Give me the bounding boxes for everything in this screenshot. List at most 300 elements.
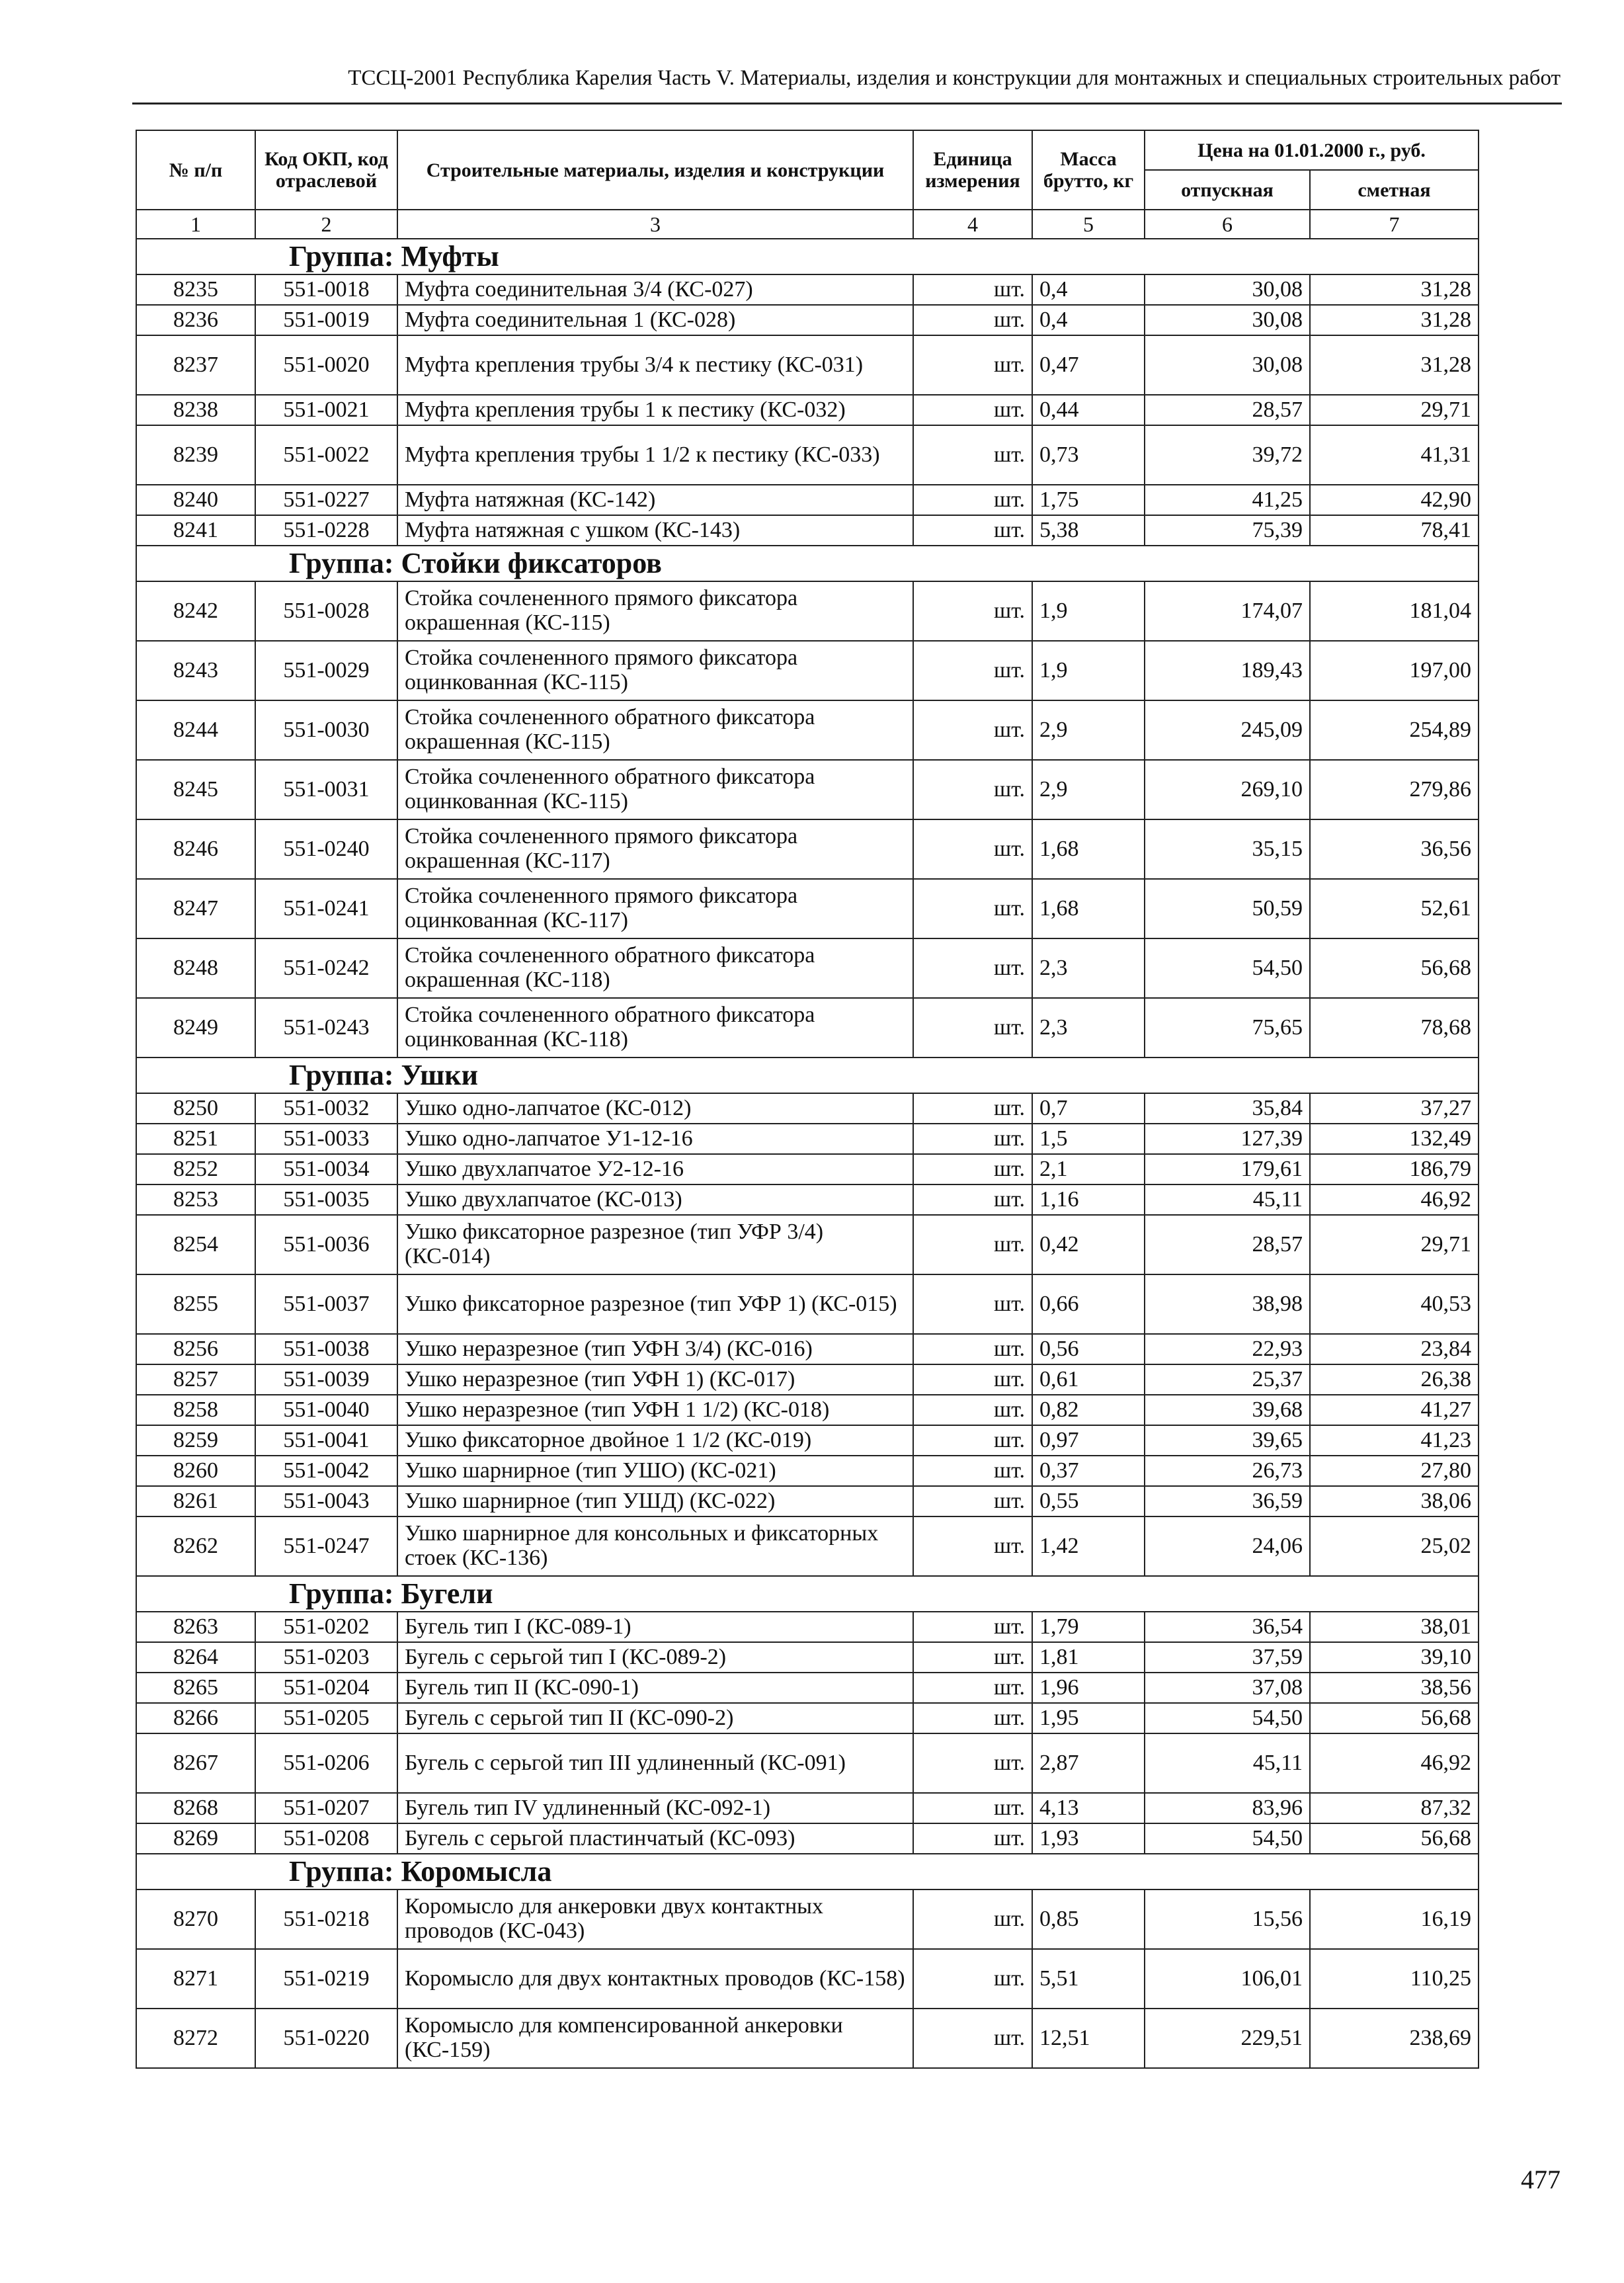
row-unit: шт. bbox=[913, 335, 1032, 395]
row-price-estimate: 42,90 bbox=[1310, 485, 1479, 515]
table-row bbox=[136, 1703, 1479, 1733]
row-code: 551-0208 bbox=[255, 1823, 397, 1854]
group-row bbox=[136, 239, 1479, 274]
row-price-estimate: 38,56 bbox=[1310, 1673, 1479, 1703]
row-code: 551-0219 bbox=[255, 1949, 397, 2009]
row-price-release: 83,96 bbox=[1145, 1793, 1310, 1823]
row-unit: шт. bbox=[913, 819, 1032, 879]
row-unit: шт. bbox=[913, 274, 1032, 305]
row-price-estimate: 29,71 bbox=[1310, 395, 1479, 425]
row-unit: шт. bbox=[913, 515, 1032, 546]
row-price-release: 106,01 bbox=[1145, 1949, 1310, 2009]
table-row bbox=[136, 998, 1479, 1058]
row-name: Бугель с серьгой тип II (КС-090-2) bbox=[397, 1703, 913, 1733]
row-code: 551-0204 bbox=[255, 1673, 397, 1703]
group-title: Группа: Бугели bbox=[136, 1576, 1479, 1612]
row-code: 551-0032 bbox=[255, 1093, 397, 1124]
row-mass: 2,87 bbox=[1032, 1733, 1145, 1793]
row-unit: шт. bbox=[913, 1154, 1032, 1184]
row-code: 551-0042 bbox=[255, 1456, 397, 1486]
table-row bbox=[136, 335, 1479, 395]
row-code: 551-0228 bbox=[255, 515, 397, 546]
group-title: Группа: Коромысла bbox=[136, 1854, 1479, 1889]
row-unit: шт. bbox=[913, 1184, 1032, 1215]
row-number: 8261 bbox=[136, 1486, 255, 1516]
row-number: 8271 bbox=[136, 1949, 255, 2009]
row-code: 551-0243 bbox=[255, 998, 397, 1058]
row-name: Бугель с серьгой тип I (КС-089-2) bbox=[397, 1642, 913, 1673]
row-number: 8240 bbox=[136, 485, 255, 515]
row-unit: шт. bbox=[913, 1889, 1032, 1949]
row-price-release: 15,56 bbox=[1145, 1889, 1310, 1949]
row-price-estimate: 40,53 bbox=[1310, 1274, 1479, 1334]
row-unit: шт. bbox=[913, 700, 1032, 760]
row-code: 551-0040 bbox=[255, 1395, 397, 1425]
row-unit: шт. bbox=[913, 760, 1032, 819]
table-row bbox=[136, 938, 1479, 998]
row-code: 551-0218 bbox=[255, 1889, 397, 1949]
row-number: 8260 bbox=[136, 1456, 255, 1486]
row-number: 8239 bbox=[136, 425, 255, 485]
row-number: 8258 bbox=[136, 1395, 255, 1425]
row-price-release: 36,59 bbox=[1145, 1486, 1310, 1516]
row-mass: 0,47 bbox=[1032, 335, 1145, 395]
row-price-estimate: 38,01 bbox=[1310, 1612, 1479, 1642]
row-number: 8270 bbox=[136, 1889, 255, 1949]
row-price-estimate: 132,49 bbox=[1310, 1124, 1479, 1154]
row-mass: 0,73 bbox=[1032, 425, 1145, 485]
row-price-estimate: 197,00 bbox=[1310, 641, 1479, 700]
table-row bbox=[136, 1215, 1479, 1274]
row-name: Ушко двухлапчатое (КС-013) bbox=[397, 1184, 913, 1215]
row-code: 551-0020 bbox=[255, 335, 397, 395]
header-rule bbox=[132, 103, 1562, 104]
row-name: Стойка сочлененного обратного фиксатора окрашенная (КС-118) bbox=[397, 938, 913, 998]
row-name: Стойка сочлененного прямого фиксатора окрашенная (КС-115) bbox=[397, 581, 913, 641]
row-number: 8265 bbox=[136, 1673, 255, 1703]
row-mass: 5,51 bbox=[1032, 1949, 1145, 2009]
row-price-release: 30,08 bbox=[1145, 335, 1310, 395]
row-number: 8241 bbox=[136, 515, 255, 546]
column-number: 1 bbox=[136, 210, 255, 239]
table-header-row bbox=[136, 130, 1479, 170]
row-number: 8238 bbox=[136, 395, 255, 425]
header-unit: Единица измерения bbox=[913, 130, 1032, 210]
row-price-release: 28,57 bbox=[1145, 395, 1310, 425]
row-name: Ушко шарнирное (тип УШД) (КС-022) bbox=[397, 1486, 913, 1516]
row-mass: 2,9 bbox=[1032, 760, 1145, 819]
row-name: Ушко одно-лапчатое (КС-012) bbox=[397, 1093, 913, 1124]
row-number: 8259 bbox=[136, 1425, 255, 1456]
row-number: 8262 bbox=[136, 1516, 255, 1576]
header-code: Код ОКП, код отраслевой bbox=[255, 130, 397, 210]
row-price-estimate: 181,04 bbox=[1310, 581, 1479, 641]
row-price-estimate: 29,71 bbox=[1310, 1215, 1479, 1274]
row-price-estimate: 46,92 bbox=[1310, 1733, 1479, 1793]
table-row bbox=[136, 819, 1479, 879]
row-code: 551-0021 bbox=[255, 395, 397, 425]
column-number: 7 bbox=[1310, 210, 1479, 239]
row-name: Стойка сочлененного прямого фиксатора окрашенная (КС-117) bbox=[397, 819, 913, 879]
table-row bbox=[136, 700, 1479, 760]
row-unit: шт. bbox=[913, 2009, 1032, 2068]
table-row bbox=[136, 1673, 1479, 1703]
row-code: 551-0220 bbox=[255, 2009, 397, 2068]
row-name: Бугель тип IV удлиненный (КС-092-1) bbox=[397, 1793, 913, 1823]
table-row bbox=[136, 1093, 1479, 1124]
row-name: Бугель с серьгой тип III удлиненный (КС-091) bbox=[397, 1733, 913, 1793]
table-row bbox=[136, 395, 1479, 425]
row-mass: 2,9 bbox=[1032, 700, 1145, 760]
price-table bbox=[136, 130, 1479, 2069]
row-price-release: 75,39 bbox=[1145, 515, 1310, 546]
row-price-estimate: 38,06 bbox=[1310, 1486, 1479, 1516]
row-mass: 2,1 bbox=[1032, 1154, 1145, 1184]
table-row bbox=[136, 1889, 1479, 1949]
row-unit: шт. bbox=[913, 1949, 1032, 2009]
group-row bbox=[136, 1576, 1479, 1612]
row-unit: шт. bbox=[913, 1516, 1032, 1576]
row-mass: 0,4 bbox=[1032, 305, 1145, 335]
row-code: 551-0242 bbox=[255, 938, 397, 998]
row-code: 551-0018 bbox=[255, 274, 397, 305]
row-unit: шт. bbox=[913, 1124, 1032, 1154]
row-price-release: 35,15 bbox=[1145, 819, 1310, 879]
row-price-release: 75,65 bbox=[1145, 998, 1310, 1058]
column-number: 2 bbox=[255, 210, 397, 239]
row-price-release: 30,08 bbox=[1145, 305, 1310, 335]
column-number-row bbox=[136, 210, 1479, 239]
row-price-estimate: 52,61 bbox=[1310, 879, 1479, 938]
column-number: 6 bbox=[1145, 210, 1310, 239]
row-name: Муфта натяжная с ушком (КС-143) bbox=[397, 515, 913, 546]
row-unit: шт. bbox=[913, 1215, 1032, 1274]
row-mass: 1,68 bbox=[1032, 819, 1145, 879]
row-mass: 0,44 bbox=[1032, 395, 1145, 425]
row-number: 8246 bbox=[136, 819, 255, 879]
row-mass: 1,42 bbox=[1032, 1516, 1145, 1576]
row-number: 8251 bbox=[136, 1124, 255, 1154]
table-row bbox=[136, 1456, 1479, 1486]
row-name: Ушко шарнирное (тип УШО) (КС-021) bbox=[397, 1456, 913, 1486]
table-row bbox=[136, 485, 1479, 515]
row-price-estimate: 110,25 bbox=[1310, 1949, 1479, 2009]
row-price-estimate: 87,32 bbox=[1310, 1793, 1479, 1823]
table-row bbox=[136, 760, 1479, 819]
row-code: 551-0043 bbox=[255, 1486, 397, 1516]
row-unit: шт. bbox=[913, 305, 1032, 335]
row-number: 8248 bbox=[136, 938, 255, 998]
row-code: 551-0019 bbox=[255, 305, 397, 335]
row-price-release: 38,98 bbox=[1145, 1274, 1310, 1334]
row-price-estimate: 41,23 bbox=[1310, 1425, 1479, 1456]
row-mass: 0,61 bbox=[1032, 1364, 1145, 1395]
row-name: Муфта крепления трубы 1 к пестику (КС-032) bbox=[397, 395, 913, 425]
row-number: 8237 bbox=[136, 335, 255, 395]
row-mass: 5,38 bbox=[1032, 515, 1145, 546]
row-name: Ушко фиксаторное разрезное (тип УФР 3/4) (КС-014) bbox=[397, 1215, 913, 1274]
row-number: 8268 bbox=[136, 1793, 255, 1823]
row-mass: 1,16 bbox=[1032, 1184, 1145, 1215]
row-unit: шт. bbox=[913, 1395, 1032, 1425]
row-mass: 2,3 bbox=[1032, 938, 1145, 998]
row-code: 551-0247 bbox=[255, 1516, 397, 1576]
row-mass: 1,96 bbox=[1032, 1673, 1145, 1703]
table-row bbox=[136, 1486, 1479, 1516]
row-price-estimate: 41,31 bbox=[1310, 425, 1479, 485]
row-unit: шт. bbox=[913, 485, 1032, 515]
row-mass: 1,81 bbox=[1032, 1642, 1145, 1673]
row-price-release: 37,08 bbox=[1145, 1673, 1310, 1703]
group-row bbox=[136, 1854, 1479, 1889]
table-row bbox=[136, 1184, 1479, 1215]
row-code: 551-0036 bbox=[255, 1215, 397, 1274]
row-price-estimate: 279,86 bbox=[1310, 760, 1479, 819]
row-number: 8236 bbox=[136, 305, 255, 335]
row-name: Муфта соединительная 3/4 (КС-027) bbox=[397, 274, 913, 305]
row-number: 8256 bbox=[136, 1334, 255, 1364]
row-unit: шт. bbox=[913, 1673, 1032, 1703]
row-name: Муфта крепления трубы 1 1/2 к пестику (КС-033) bbox=[397, 425, 913, 485]
row-unit: шт. bbox=[913, 425, 1032, 485]
row-price-release: 25,37 bbox=[1145, 1364, 1310, 1395]
column-number: 5 bbox=[1032, 210, 1145, 239]
row-name: Стойка сочлененного прямого фиксатора оцинкованная (КС-115) bbox=[397, 641, 913, 700]
row-unit: шт. bbox=[913, 1456, 1032, 1486]
row-code: 551-0034 bbox=[255, 1154, 397, 1184]
row-code: 551-0022 bbox=[255, 425, 397, 485]
row-code: 551-0033 bbox=[255, 1124, 397, 1154]
header-price-release: отпускная bbox=[1145, 170, 1310, 210]
row-price-estimate: 31,28 bbox=[1310, 335, 1479, 395]
table-row bbox=[136, 581, 1479, 641]
row-number: 8263 bbox=[136, 1612, 255, 1642]
row-unit: шт. bbox=[913, 1612, 1032, 1642]
group-title: Группа: Стойки фиксаторов bbox=[136, 546, 1479, 581]
row-price-release: 189,43 bbox=[1145, 641, 1310, 700]
table-row bbox=[136, 1733, 1479, 1793]
row-price-estimate: 254,89 bbox=[1310, 700, 1479, 760]
row-name: Ушко фиксаторное двойное 1 1/2 (КС-019) bbox=[397, 1425, 913, 1456]
row-unit: шт. bbox=[913, 1823, 1032, 1854]
table-row bbox=[136, 1516, 1479, 1576]
row-price-estimate: 56,68 bbox=[1310, 938, 1479, 998]
row-name: Коромысло для анкеровки двух контактных проводов (КС-043) bbox=[397, 1889, 913, 1949]
row-price-release: 54,50 bbox=[1145, 938, 1310, 998]
row-mass: 1,9 bbox=[1032, 581, 1145, 641]
row-name: Муфта крепления трубы 3/4 к пестику (КС-031) bbox=[397, 335, 913, 395]
row-code: 551-0202 bbox=[255, 1612, 397, 1642]
row-price-release: 45,11 bbox=[1145, 1184, 1310, 1215]
row-unit: шт. bbox=[913, 1274, 1032, 1334]
row-code: 551-0037 bbox=[255, 1274, 397, 1334]
row-unit: шт. bbox=[913, 641, 1032, 700]
group-title: Группа: Муфты bbox=[136, 239, 1479, 274]
row-price-estimate: 78,41 bbox=[1310, 515, 1479, 546]
row-unit: шт. bbox=[913, 1733, 1032, 1793]
page-header: ТССЦ-2001 Республика Карелия Часть V. Материалы, изделия и конструкции для монтажных и специальных строительных работ bbox=[348, 66, 1561, 90]
row-number: 8253 bbox=[136, 1184, 255, 1215]
row-price-estimate: 36,56 bbox=[1310, 819, 1479, 879]
row-mass: 1,9 bbox=[1032, 641, 1145, 700]
row-name: Муфта натяжная (КС-142) bbox=[397, 485, 913, 515]
row-mass: 0,82 bbox=[1032, 1395, 1145, 1425]
row-code: 551-0206 bbox=[255, 1733, 397, 1793]
row-code: 551-0207 bbox=[255, 1793, 397, 1823]
row-mass: 0,4 bbox=[1032, 274, 1145, 305]
row-price-release: 127,39 bbox=[1145, 1124, 1310, 1154]
row-code: 551-0028 bbox=[255, 581, 397, 641]
table-row bbox=[136, 1823, 1479, 1854]
header-num: № п/п bbox=[136, 130, 255, 210]
row-name: Коромысло для компенсированной анкеровки (КС-159) bbox=[397, 2009, 913, 2068]
table-row bbox=[136, 1364, 1479, 1395]
row-mass: 12,51 bbox=[1032, 2009, 1145, 2068]
row-number: 8245 bbox=[136, 760, 255, 819]
row-name: Ушко неразрезное (тип УФН 1) (КС-017) bbox=[397, 1364, 913, 1395]
table-row bbox=[136, 1274, 1479, 1334]
row-unit: шт. bbox=[913, 879, 1032, 938]
row-number: 8264 bbox=[136, 1642, 255, 1673]
row-mass: 1,95 bbox=[1032, 1703, 1145, 1733]
row-unit: шт. bbox=[913, 1425, 1032, 1456]
header-price-group: Цена на 01.01.2000 г., руб. bbox=[1145, 130, 1479, 170]
row-number: 8252 bbox=[136, 1154, 255, 1184]
table-row bbox=[136, 515, 1479, 546]
table-row bbox=[136, 1949, 1479, 2009]
row-name: Стойка сочлененного обратного фиксатора оцинкованная (КС-115) bbox=[397, 760, 913, 819]
row-price-estimate: 39,10 bbox=[1310, 1642, 1479, 1673]
row-price-estimate: 46,92 bbox=[1310, 1184, 1479, 1215]
row-price-release: 26,73 bbox=[1145, 1456, 1310, 1486]
row-number: 8272 bbox=[136, 2009, 255, 2068]
row-mass: 0,42 bbox=[1032, 1215, 1145, 1274]
row-price-release: 174,07 bbox=[1145, 581, 1310, 641]
table-row bbox=[136, 1334, 1479, 1364]
table-row bbox=[136, 1425, 1479, 1456]
row-number: 8266 bbox=[136, 1703, 255, 1733]
row-price-estimate: 31,28 bbox=[1310, 274, 1479, 305]
table-row bbox=[136, 2009, 1479, 2068]
row-code: 551-0029 bbox=[255, 641, 397, 700]
row-price-estimate: 25,02 bbox=[1310, 1516, 1479, 1576]
row-price-release: 229,51 bbox=[1145, 2009, 1310, 2068]
row-number: 8269 bbox=[136, 1823, 255, 1854]
row-code: 551-0203 bbox=[255, 1642, 397, 1673]
header-name: Строительные материалы, изделия и конструкции bbox=[397, 130, 913, 210]
row-mass: 0,56 bbox=[1032, 1334, 1145, 1364]
row-name: Стойка сочлененного обратного фиксатора оцинкованная (КС-118) bbox=[397, 998, 913, 1058]
table-row bbox=[136, 1612, 1479, 1642]
table-row bbox=[136, 1642, 1479, 1673]
row-unit: шт. bbox=[913, 1334, 1032, 1364]
row-price-release: 54,50 bbox=[1145, 1703, 1310, 1733]
header-price-estimate: сметная bbox=[1310, 170, 1479, 210]
row-code: 551-0227 bbox=[255, 485, 397, 515]
row-mass: 1,75 bbox=[1032, 485, 1145, 515]
table-row bbox=[136, 305, 1479, 335]
table-row bbox=[136, 1124, 1479, 1154]
row-mass: 1,68 bbox=[1032, 879, 1145, 938]
table-body bbox=[136, 239, 1479, 2068]
group-row bbox=[136, 546, 1479, 581]
row-price-release: 30,08 bbox=[1145, 274, 1310, 305]
row-price-release: 50,59 bbox=[1145, 879, 1310, 938]
row-code: 551-0241 bbox=[255, 879, 397, 938]
row-unit: шт. bbox=[913, 998, 1032, 1058]
row-number: 8247 bbox=[136, 879, 255, 938]
row-price-release: 37,59 bbox=[1145, 1642, 1310, 1673]
row-code: 551-0031 bbox=[255, 760, 397, 819]
row-price-release: 35,84 bbox=[1145, 1093, 1310, 1124]
row-price-release: 45,11 bbox=[1145, 1733, 1310, 1793]
group-row bbox=[136, 1058, 1479, 1093]
table-row bbox=[136, 425, 1479, 485]
row-unit: шт. bbox=[913, 1793, 1032, 1823]
row-price-release: 22,93 bbox=[1145, 1334, 1310, 1364]
table-row bbox=[136, 1793, 1479, 1823]
group-title: Группа: Ушки bbox=[136, 1058, 1479, 1093]
row-price-estimate: 37,27 bbox=[1310, 1093, 1479, 1124]
row-name: Стойка сочлененного прямого фиксатора оцинкованная (КС-117) bbox=[397, 879, 913, 938]
row-name: Бугель тип I (КС-089-1) bbox=[397, 1612, 913, 1642]
row-unit: шт. bbox=[913, 1364, 1032, 1395]
row-unit: шт. bbox=[913, 1642, 1032, 1673]
row-price-release: 39,68 bbox=[1145, 1395, 1310, 1425]
row-number: 8250 bbox=[136, 1093, 255, 1124]
row-unit: шт. bbox=[913, 938, 1032, 998]
row-code: 551-0039 bbox=[255, 1364, 397, 1395]
row-unit: шт. bbox=[913, 1486, 1032, 1516]
row-price-release: 269,10 bbox=[1145, 760, 1310, 819]
row-name: Бугель с серьгой пластинчатый (КС-093) bbox=[397, 1823, 913, 1854]
row-number: 8255 bbox=[136, 1274, 255, 1334]
row-code: 551-0038 bbox=[255, 1334, 397, 1364]
table-row bbox=[136, 1395, 1479, 1425]
column-number: 4 bbox=[913, 210, 1032, 239]
row-code: 551-0041 bbox=[255, 1425, 397, 1456]
row-mass: 1,79 bbox=[1032, 1612, 1145, 1642]
row-price-estimate: 56,68 bbox=[1310, 1703, 1479, 1733]
row-mass: 0,97 bbox=[1032, 1425, 1145, 1456]
row-code: 551-0035 bbox=[255, 1184, 397, 1215]
row-code: 551-0030 bbox=[255, 700, 397, 760]
row-number: 8249 bbox=[136, 998, 255, 1058]
row-mass: 4,13 bbox=[1032, 1793, 1145, 1823]
table-row bbox=[136, 274, 1479, 305]
row-name: Ушко фиксаторное разрезное (тип УФР 1) (КС-015) bbox=[397, 1274, 913, 1334]
row-code: 551-0205 bbox=[255, 1703, 397, 1733]
row-price-release: 39,72 bbox=[1145, 425, 1310, 485]
table-row bbox=[136, 1154, 1479, 1184]
row-unit: шт. bbox=[913, 1093, 1032, 1124]
row-name: Ушко одно-лапчатое У1-12-16 bbox=[397, 1124, 913, 1154]
row-price-estimate: 78,68 bbox=[1310, 998, 1479, 1058]
row-price-release: 28,57 bbox=[1145, 1215, 1310, 1274]
row-number: 8254 bbox=[136, 1215, 255, 1274]
row-mass: 0,85 bbox=[1032, 1889, 1145, 1949]
row-name: Ушко неразрезное (тип УФН 3/4) (КС-016) bbox=[397, 1334, 913, 1364]
row-mass: 2,3 bbox=[1032, 998, 1145, 1058]
row-name: Ушко двухлапчатое У2-12-16 bbox=[397, 1154, 913, 1184]
column-number: 3 bbox=[397, 210, 913, 239]
row-price-release: 41,25 bbox=[1145, 485, 1310, 515]
page-number: 477 bbox=[1521, 2165, 1561, 2194]
row-price-release: 54,50 bbox=[1145, 1823, 1310, 1854]
row-number: 8244 bbox=[136, 700, 255, 760]
row-price-release: 39,65 bbox=[1145, 1425, 1310, 1456]
table-row bbox=[136, 641, 1479, 700]
